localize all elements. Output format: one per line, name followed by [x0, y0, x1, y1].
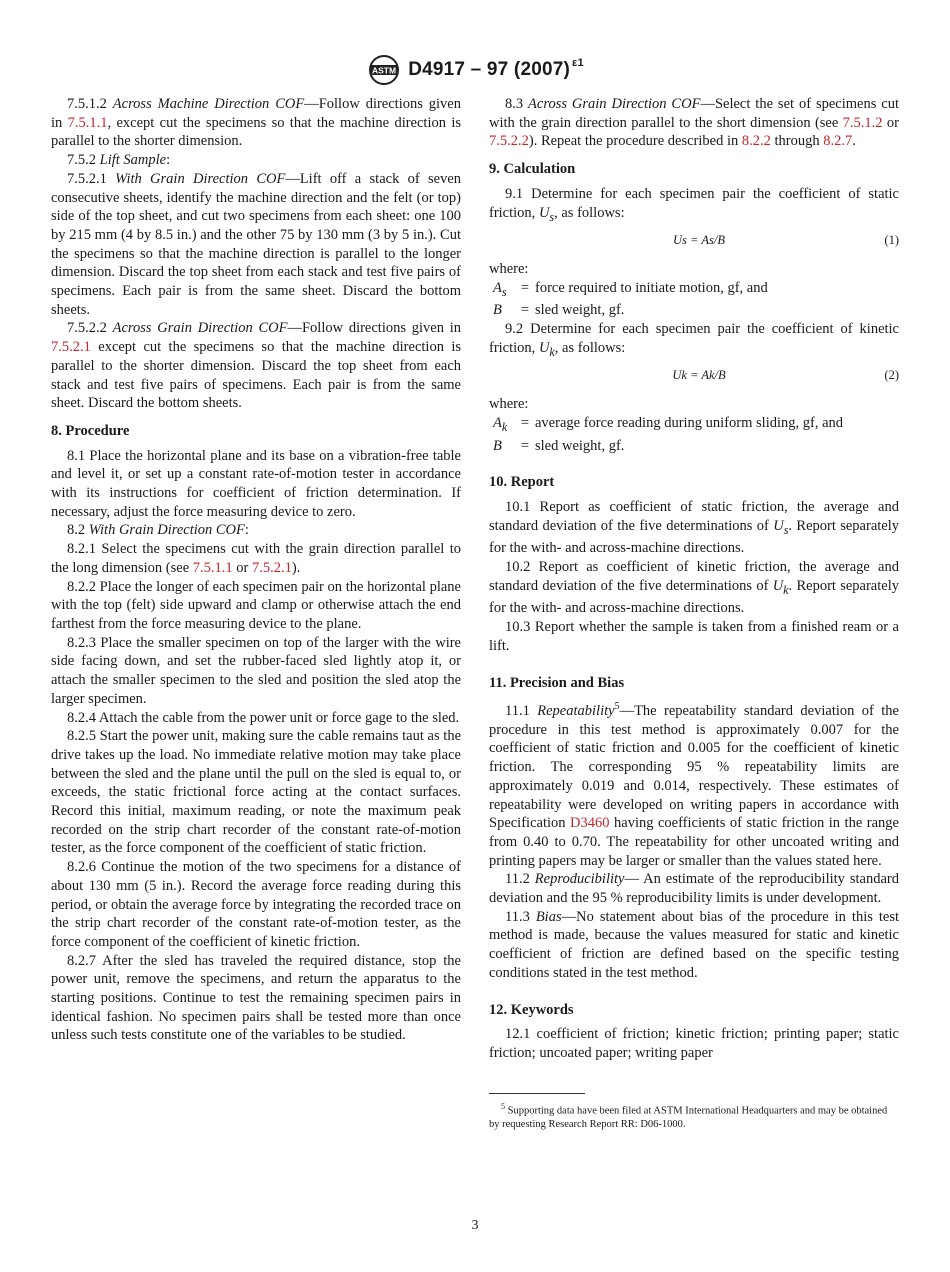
footnote-divider: [489, 1093, 585, 1094]
ref-link-d3460[interactable]: D3460: [570, 815, 610, 832]
paragraph-8-3: 8.3 Across Grain Direction COF—Select the set of specimens cut with the grain direction parallel to the short dimension (see 7.5.1.2 or 7.5.2.2). Repeat the procedure described in 8.2.2 through 8.2.7.: [489, 96, 899, 150]
definition-ak: $A_k$ = average force reading during uniform sliding, gf, and: [493, 415, 844, 434]
page-number: 3: [471, 1218, 479, 1233]
ref-link-7-5-1-2[interactable]: 7.5.1.2: [842, 114, 883, 131]
paragraph-8-2-3: 8.2.3 Place the smaller specimen on top of the larger with the wire side facing down, and set the rubber-faced sled lightly atop it, or attach the smaller specimen to the sled and position the sled atop the larger specimen.: [51, 634, 461, 707]
where-label: where:: [489, 396, 529, 413]
ref-link-8-2-7[interactable]: 8.2.7: [823, 133, 853, 150]
ref-link-7-5-1-1[interactable]: 7.5.1.1: [67, 114, 108, 131]
paragraph-9-2: 9.2 Determine for each specimen pair the coefficient of kinetic friction, $U_k$, as follows:: [489, 321, 899, 359]
ref-link-7-5-2-2[interactable]: 7.5.2.2: [489, 133, 529, 150]
paragraph-10-1: 10.1 Report as coefficient of static friction, the average and standard deviation of the five determinations of $U_s$. Report separately for the with- and across-machine directions.: [489, 499, 899, 557]
paragraph-7-5-2-2: 7.5.2.2 Across Grain Direction COF—Follow directions given in 7.5.2.1 except cut the specimens so that the machine direction is parallel to the shorter dimension. Discard the top sheet from each stack and test five pairs of specimens. Each pair is from the same sheet. Discard the bottom sheets.: [51, 320, 461, 412]
section-heading-keywords: 12. Keywords: [489, 1001, 574, 1018]
paragraph-11-2: 11.2 Reproducibility— An estimate of the reproducibility standard deviation and the 95 % reproducibility limits is under development.: [489, 871, 899, 907]
section-heading-procedure: 8. Procedure: [51, 422, 130, 439]
definition-b: B = sled weight, gf.: [493, 302, 625, 319]
definition-as: $A_s$ = force required to initiate motion, gf, and: [493, 279, 768, 299]
page-header: [0, 56, 950, 84]
paragraph-7-5-2-1: 7.5.2.1 With Grain Direction COF—Lift off a stack of seven consecutive sheets, identify the machine direction and the felt (or top) side of the top sheet, and cut two specimens from each sheet: one 100 by 215 mm (4 by 8.5 in.) and the other 75 by 130 mm (3 by 5 in.). Cut the specimens so that the machine direction is parallel to the longer dimension. Discard the top sheet from each stack and test five pairs of specimens. Each pair is from the same sheet. Discard the bottom sheets.: [51, 170, 462, 318]
paragraph-7-5-2: 7.5.2 Lift Sample:: [67, 152, 171, 169]
paragraph-8-2-4: 8.2.4 Attach the cable from the power unit or force gage to the sled.: [67, 709, 460, 726]
paragraph-9-1: 9.1 Determine for each specimen pair the coefficient of static friction, $U_s$, as follows:: [489, 185, 899, 224]
paragraph-11-3: 11.3 Bias—No statement about bias of the procedure in this test method is made, because the values measured for static and kinetic coefficient of friction are defined based on the specific testing conditions stated in the test method.: [489, 908, 899, 981]
paragraph-8-2: 8.2 With Grain Direction COF:: [67, 522, 249, 539]
section-heading-calculation: 9. Calculation: [489, 161, 576, 178]
definition-b: B = sled weight, gf.: [493, 437, 625, 454]
equation-2: Uk = Ak/B (2): [672, 368, 899, 383]
paragraph-11-1: 11.1 Repeatability$^5$—The repeatability standard deviation of the procedure in this test method is approximately 0.007 for the coefficient of static friction and 0.005 for the coefficient of kinetic friction. The corresponding 95 % repeatability limits are approximately 0.019 and 0.014, respectively. These estimates of repeatability were developed on writing papers in accordance with Specification D3460 having coefficients of static friction in the range from 0.40 to 0.70. The repeatability for other uncoated writing and printing papers may be larger or smaller than the values stated here.: [489, 701, 899, 869]
paragraph-10-2: 10.2 Report as coefficient of kinetic friction, the average and standard deviation of the five determinations of $U_k$. Report separately for the with- and across-machine directions.: [489, 559, 899, 617]
svg-text:ASTM: ASTM: [372, 65, 397, 76]
where-label: where:: [489, 261, 529, 278]
right-column: [489, 95, 899, 1132]
section-heading-report: 10. Report: [489, 474, 555, 491]
equation-1: Us = As/B (1): [673, 232, 899, 247]
standard-designation: D4917 – 97 (2007) $^{\varepsilon 1}$: [408, 57, 584, 80]
ref-link-7-5-1-1[interactable]: 7.5.1.1: [192, 559, 233, 576]
paragraph-8-2-1: 8.2.1 Select the specimens cut with the grain direction parallel to the long dimension (see 7.5.1.1 or 7.5.2.1).: [51, 541, 461, 576]
paragraph-7-5-1-2: 7.5.1.2 Across Machine Direction COF—Follow directions given in 7.5.1.1, except cut the specimens so that the machine direction is parallel to the shorter dimension.: [51, 96, 462, 150]
paragraph-8-2-5: 8.2.5 Start the power unit, making sure the cable remains taut as the drive takes up the load. No immediate relative motion may take place between the sled and the plane until the pull on the sled is equal to, or exceeds, the static frictional force acting at the contact surfaces. Record this initial, maximum reading, or note the maximum peak recorded on the strip chart recorder of the constant rate-of-motion tester, as the force component of the coefficient of static friction.: [51, 728, 461, 857]
paragraph-8-1: 8.1 Place the horizontal plane and its base on a vibration-free table and level it, or set up a constant rate-of-motion tester in accordance with its instructions for coefficient of friction determination. If necessary, adjust the force measuring device to zero.: [51, 447, 461, 520]
ref-link-7-5-2-1[interactable]: 7.5.2.1: [51, 339, 91, 356]
left-column: [51, 95, 461, 1045]
paragraph-8-2-6: 8.2.6 Continue the motion of the two specimens for a distance of about 130 mm (5 in.). Record the average force reading during this period, or obtain the average force by integrating the recorded trace on the strip chart recorder of the constant rate-of-motion tester, as the force component of the coefficient of kinetic friction.: [51, 859, 461, 950]
paragraph-10-3: 10.3 Report whether the sample is taken from a finished ream or a lift.: [489, 619, 899, 654]
ref-link-8-2-2[interactable]: 8.2.2: [741, 133, 771, 150]
paragraph-8-2-2: 8.2.2 Place the longer of each specimen pair on the horizontal plane with the top (felt) side upward and clamp or otherwise attach the end farthest from the force measuring device to the plane.: [51, 578, 461, 632]
footnote-5: $^5$ Supporting data have been filed at ASTM International Headquarters and may be obtained by requesting Research Report RR: D06-1000.: [489, 1101, 888, 1131]
ref-link-7-5-2-1[interactable]: 7.5.2.1: [251, 559, 292, 576]
paragraph-12-1: 12.1 coefficient of friction; kinetic friction; printing paper; static friction; uncoated paper; writing paper: [489, 1026, 899, 1061]
astm-logo-icon: [366, 54, 402, 86]
paragraph-8-2-7: 8.2.7 After the sled has traveled the required distance, stop the power unit, remove the specimens, and return the apparatus to the starting positions. Continue to test the remaining specimen pairs in identical fashion. No specimen pairs shall be tested more than once unless such tests constitute one of the variables to be studied.: [51, 952, 461, 1044]
section-heading-precision-bias: 11. Precision and Bias: [489, 674, 625, 691]
